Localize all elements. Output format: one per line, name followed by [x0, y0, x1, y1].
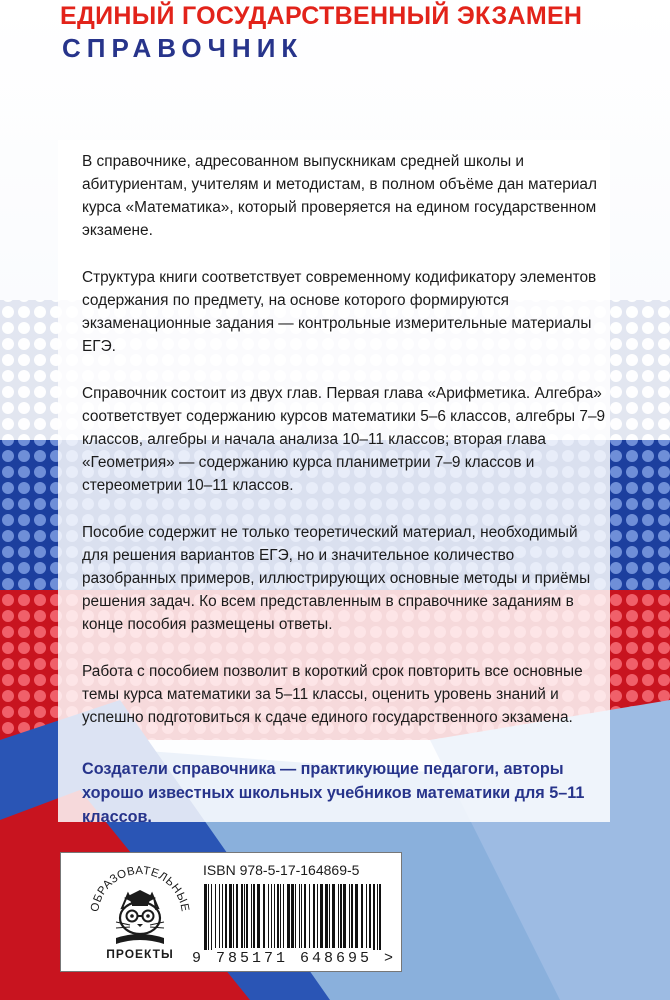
- barcode: [200, 884, 385, 956]
- publisher-logo: [86, 858, 194, 966]
- barcode-bar: [373, 884, 375, 954]
- barcode-bar: [253, 884, 255, 948]
- barcode-bar: [204, 884, 207, 954]
- barcode-bar: [246, 884, 248, 948]
- barcode-bar: [320, 884, 323, 948]
- barcode-bar: [280, 884, 281, 948]
- barcode-bar: [215, 884, 216, 948]
- authors-note: Создатели справочника — практикующие педагоги, авторы хорошо известных школьных учебников математики для 5–11 классов.: [82, 760, 585, 826]
- barcode-bar: [244, 884, 245, 948]
- barcode-bar: [332, 884, 335, 948]
- barcode-bar: [343, 884, 346, 948]
- barcode-bar: [325, 884, 328, 948]
- barcode-bar: [208, 884, 209, 954]
- paragraph-5: Работа с пособием позволит в короткий срок повторить все основные темы курса математики за 5–11 классы, оценить уровень знаний и успешно подготовиться к сдаче единого государственного экзамена.: [82, 663, 583, 726]
- barcode-bar: [377, 884, 378, 954]
- barcode-bar: [309, 884, 310, 948]
- barcode-bar: [295, 884, 296, 948]
- paragraph-3: Справочник состоит из двух глав. Первая глава «Арифметика. Алгебра» соответствует содержанию курсов математики 5–6 классов, алгебры 7–9 классов, алгебры и начала анализа 10–11 классов; вторая глава «Геометрия» — содержанию курса планиметрии 7–9 классов и стереометрии 10–11 классов.: [82, 385, 606, 494]
- paragraph-1: В справочнике, адресованном выпускникам средней школы и абитуриентам, учителям и методистам, в полном объёме дан материал курса «Математика», который проверяется на едином государственном экзамене.: [82, 153, 597, 239]
- barcode-bar: [257, 884, 260, 948]
- barcode-bar: [211, 884, 212, 954]
- barcode-bar: [349, 884, 350, 948]
- barcode-bar: [277, 884, 279, 948]
- isbn-label: ISBN 978-5-17-164869-5: [203, 862, 360, 878]
- header-title: ЕДИНЫЙ ГОСУДАРСТВЕННЫЙ ЭКЗАМЕН: [60, 2, 583, 30]
- logo-text-bottom: ПРОЕКТЫ: [106, 947, 174, 961]
- barcode-bar: [222, 884, 223, 948]
- paragraph-4: Пособие содержит не только теоретический материал, необходимый для решения вариантов ЕГЭ, но и значительное количество разобранных примеров, иллюстрирующих основные методы и приёмы решения задач. Ко всем представленным в справочнике заданиям в конце пособия размещены ответы.: [82, 524, 591, 633]
- barcode-bar: [219, 884, 220, 948]
- barcode-bar: [263, 884, 265, 948]
- barcode-bar: [251, 884, 252, 948]
- barcode-bar: [355, 884, 358, 948]
- logo-text-top: ОБРАЗОВАТЕЛЬНЫЕ: [89, 864, 191, 913]
- barcode-bar: [317, 884, 318, 948]
- header-subtitle: СПРАВОЧНИК: [62, 33, 304, 63]
- barcode-bar: [351, 884, 353, 948]
- barcode-bar: [304, 884, 306, 948]
- barcode-bar: [233, 884, 234, 948]
- barcode-bar: [366, 884, 367, 948]
- barcode-bar: [287, 884, 290, 948]
- barcode-bar: [379, 884, 381, 954]
- barcode-bar: [361, 884, 363, 948]
- barcode-digits: 9 785171 648695 >: [192, 950, 397, 967]
- paragraph-2: Структура книги соответствует современному кодификатору элементов содержания по предмету, на основе которого формируются экзаменационные задания — контрольные измерительные материалы ЕГЭ.: [82, 269, 597, 355]
- barcode-bar: [301, 884, 302, 948]
- barcode-bar: [338, 884, 339, 948]
- description-text: [82, 150, 607, 853]
- barcode-bar: [291, 884, 294, 948]
- barcode-bar: [313, 884, 315, 948]
- barcode-bar: [229, 884, 232, 948]
- barcode-bar: [340, 884, 342, 948]
- barcode-bar: [274, 884, 275, 948]
- barcode-bar: [268, 884, 269, 948]
- barcode-bar: [241, 884, 243, 948]
- barcode-bar: [299, 884, 300, 948]
- barcode-bar: [225, 884, 227, 948]
- barcode-bar: [283, 884, 284, 948]
- barcode-bar: [369, 884, 371, 948]
- barcode-bar: [236, 884, 238, 948]
- barcode-bar: [329, 884, 330, 948]
- barcode-bar: [271, 884, 272, 948]
